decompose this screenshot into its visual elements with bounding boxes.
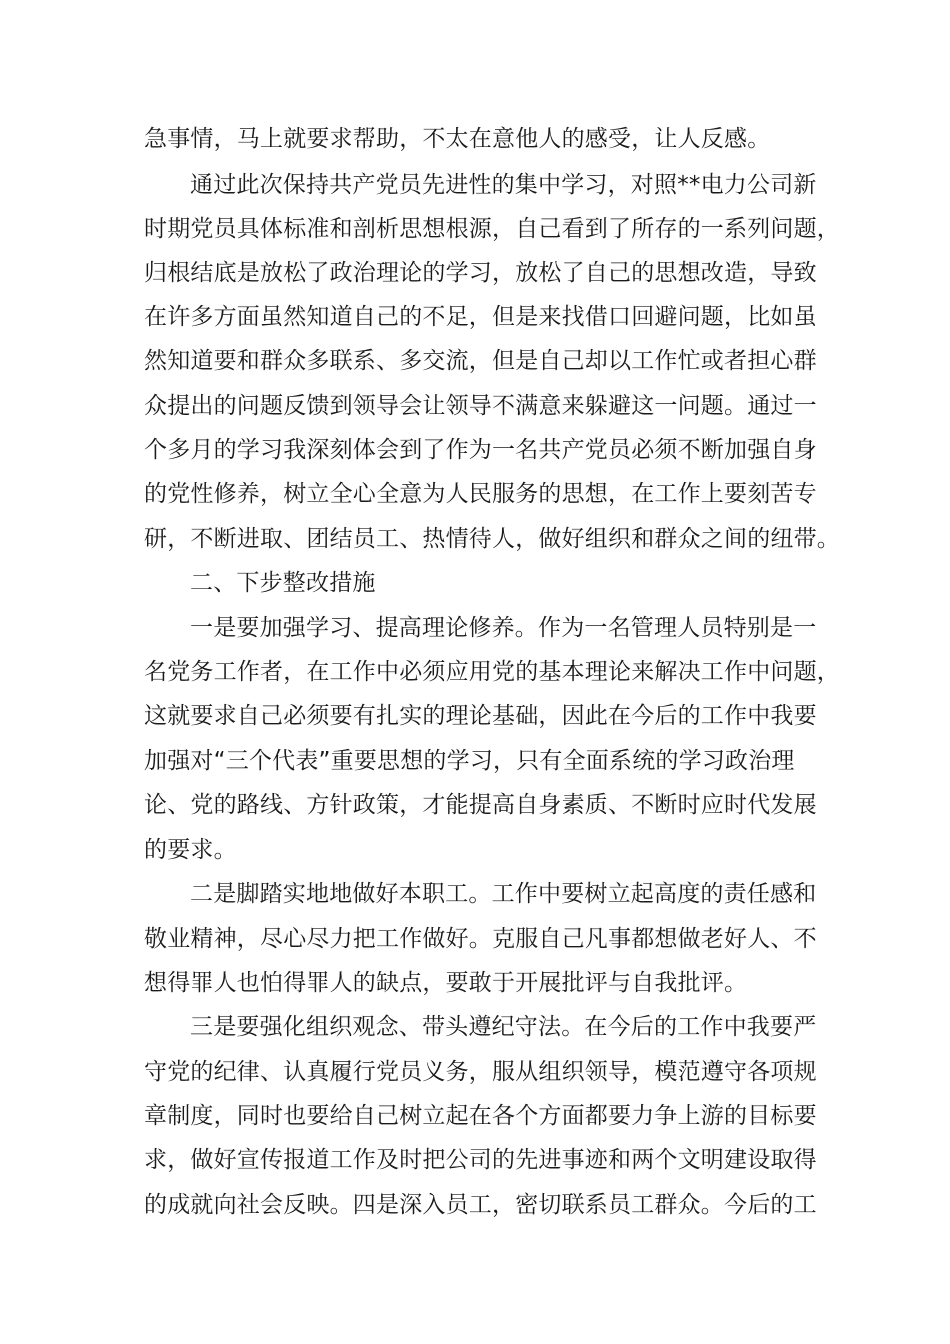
text-line: 求，做好宣传报道工作及时把公司的先进事迹和两个文明建设取得 <box>144 1147 817 1173</box>
paragraph-start-line: 一是要加强学习、提高理论修养。作为一名管理人员特别是一 <box>190 615 817 641</box>
text-line: 归根结底是放松了政治理论的学习，放松了自己的思想改造，导致 <box>144 260 817 286</box>
text-line: 急事情，马上就要求帮助，不太在意他人的感受，让人反感。 <box>144 126 771 152</box>
paragraph-start-line: 二是脚踏实地地做好本职工。工作中要树立起高度的责任感和 <box>190 881 817 907</box>
text-line: 章制度，同时也要给自己树立起在各个方面都要力争上游的目标要 <box>144 1103 817 1129</box>
text-line: 想得罪人也怕得罪人的缺点，要敢于开展批评与自我批评。 <box>144 970 748 996</box>
text-line: 论、党的路线、方针政策，才能提高自身素质、不断时应时代发展 <box>144 792 817 818</box>
text-line: 个多月的学习我深刻体会到了作为一名共产党员必须不断加强自身 <box>144 437 817 463</box>
text-line: 名党务工作者，在工作中必须应用党的基本理论来解决工作中问题， <box>144 659 840 685</box>
text-line: 这就要求自己必须要有扎实的理论基础，因此在今后的工作中我要 <box>144 703 817 729</box>
section-heading: 二、下步整改措施 <box>190 570 376 596</box>
text-line: 在许多方面虽然知道自己的不足，但是来找借口回避问题，比如虽 <box>144 304 817 330</box>
text-line: 敬业精神，尽心尽力把工作做好。克服自己凡事都想做老好人、不 <box>144 926 817 952</box>
text-line: 的党性修养，树立全心全意为人民服务的思想，在工作上要刻苦专 <box>144 481 817 507</box>
text-line: 的成就向社会反映。四是深入员工，密切联系员工群众。今后的工 <box>144 1192 817 1218</box>
text-line: 时期党员具体标准和剖析思想根源，自己看到了所存的一系列问题， <box>144 216 840 242</box>
text-line: 众提出的问题反馈到领导会让领导不满意来躲避这一问题。通过一 <box>144 393 817 419</box>
text-line: 加强对“三个代表”重要思想的学习，只有全面系统的学习政治理 <box>144 748 795 774</box>
paragraph-start-line: 三是要强化组织观念、带头遵纪守法。在今后的工作中我要严 <box>190 1014 817 1040</box>
text-line: 守党的纪律、认真履行党员义务，服从组织领导，模范遵守各项规 <box>144 1059 817 1085</box>
text-line: 研，不断进取、团结员工、热情待人，做好组织和群众之间的纽带。 <box>144 526 840 552</box>
text-line: 的要求。 <box>144 837 237 863</box>
paragraph-start-line: 通过此次保持共产党员先进性的集中学习，对照**电力公司新 <box>190 172 817 198</box>
text-line: 然知道要和群众多联系、多交流，但是自己却以工作忙或者担心群 <box>144 348 817 374</box>
